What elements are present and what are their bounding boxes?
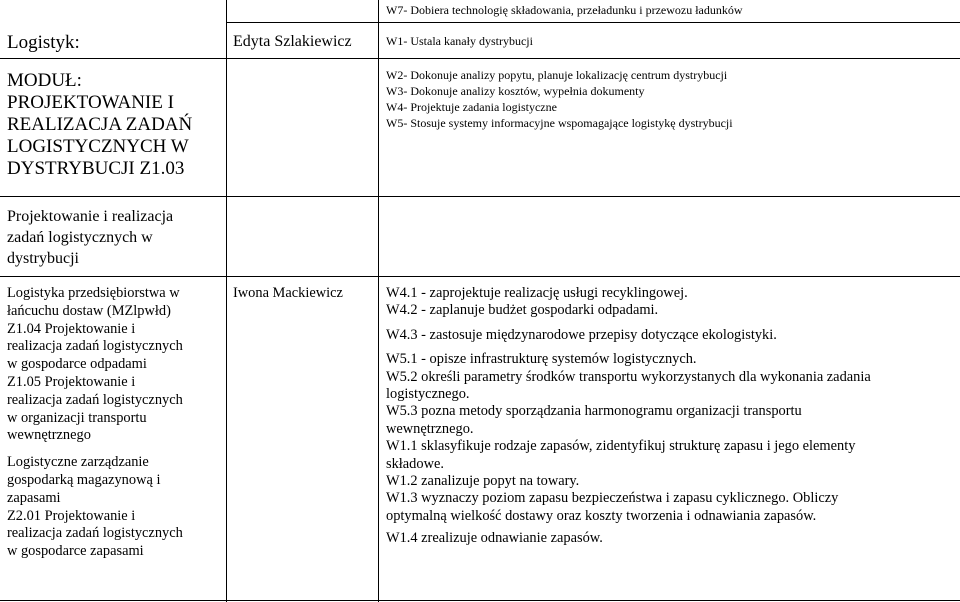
competency-w3: W3- Dokonuje analizy kosztów, wypełnia dokumenty (386, 84, 645, 98)
competency-w7: W7- Dobiera technologię składowania, przeładunku i przewozu ładunków (386, 3, 743, 17)
outcome-w1-2: W1.2 zanalizuje popyt na towary. (386, 473, 580, 490)
teacher-name-2: Iwona Mackiewicz (233, 285, 343, 301)
section-heading: Projektowanie i realizacja zadań logistycznych w dystrybucji (7, 208, 174, 267)
learning-outcomes: W4.1 - zaprojektuje realizację usługi recyklingowej. W4.2 - zaplanuje budżet gospodarki odpadami. W4.3 - zastosuje międzynarodowe przepisy dotyczące ekologistyki. W5.1 - opisze infrastrukturę systemów logistycznych. W5.2 określi parametry środków transportu wykorzystanych dla wykonania zadania logistycznego. W5.3 pozna metody sporządzania harmonogramu organizacji transportu wewnętrznego. W1.1 sklasyfikuje rodzaje zapasów, zidentyfikuj strukturę zapasu i jego elementy składowe. W1.2 zanalizuje popyt na towary. W1.3 wyznaczy poziom zapasu bezpieczeństwa i zapasu cyklicznego. Obliczy optymalną wielkość dostawy oraz koszty tworzenia i odnawiania zapasów. W1.4 zrealizuje odnawianie zapasów. (386, 285, 871, 547)
outcome-w1-3: W1.3 wyznaczy poziom zapasu bezpieczeństwa i zapasu cyklicznego. Obliczy (386, 490, 839, 507)
teacher-name-1: Edyta Szlakiewicz (233, 33, 352, 50)
profession-label: Logistyk: (7, 32, 80, 53)
row-divider-top (226, 22, 960, 23)
competency-w4: W4- Projektuje zadania logistyczne (386, 100, 557, 114)
competency-w1: W1- Ustala kanały dystrybucji (386, 34, 533, 48)
row-divider-2 (0, 196, 960, 197)
module-title: MODUŁ: PROJEKTOWANIE I REALIZACJA ZADAŃ LOGISTYCZNYCH W DYSTRYBUCJI Z1.03 (7, 70, 193, 179)
row-divider-bottom (0, 600, 960, 601)
outcome-w4-3: W4.3 - zastosuje międzynarodowe przepisy dotyczące ekologistyki. (386, 326, 777, 343)
column-divider-2 (378, 0, 379, 602)
row-divider-3 (0, 276, 960, 277)
course-units: Logistyka przedsiębiorstwa w łańcuchu dostaw (MZlpwłd) Z1.04 Projektowanie i realizacja zadań logistycznych w gospodarce odpadami Z1.05 Projektowanie i realizacja zadań logistycznych w organizacji transportu wewnętrznego Logistyczne zarządzanie gospodarką magazynową i zapasami Z2.01 Projektowanie i realizacja zadań logistycznych w gospodarce zapasami (7, 285, 183, 560)
competency-list (386, 67, 733, 131)
outcome-w5-3: W5.3 pozna metody sporządzania harmonogramu organizacji transportu (386, 403, 802, 420)
competency-w5: W5- Stosuje systemy informacyjne wspomagające logistykę dystrybucji (386, 116, 733, 130)
competency-w2: W2- Dokonuje analizy popytu, planuje lokalizację centrum dystrybucji (386, 68, 728, 82)
column-divider-1 (226, 0, 227, 602)
outcome-w5-2: W5.2 określi parametry środków transportu wykorzystanych dla wykonania zadania (386, 368, 871, 385)
outcome-w1-4: W1.4 zrealizuje odnawianie zapasów. (386, 530, 603, 547)
outcome-w4-2: W4.2 - zaplanuje budżet gospodarki odpadami. (386, 302, 659, 319)
outcome-w4-1: W4.1 - zaprojektuje realizację usługi recyklingowej. (386, 285, 688, 301)
outcome-w5-1: W5.1 - opisze infrastrukturę systemów logistycznych. (386, 351, 697, 368)
row-divider-1 (0, 58, 960, 59)
outcome-w1-1: W1.1 sklasyfikuje rodzaje zapasów, zidentyfikuj strukturę zapasu i jego elementy (386, 438, 856, 455)
